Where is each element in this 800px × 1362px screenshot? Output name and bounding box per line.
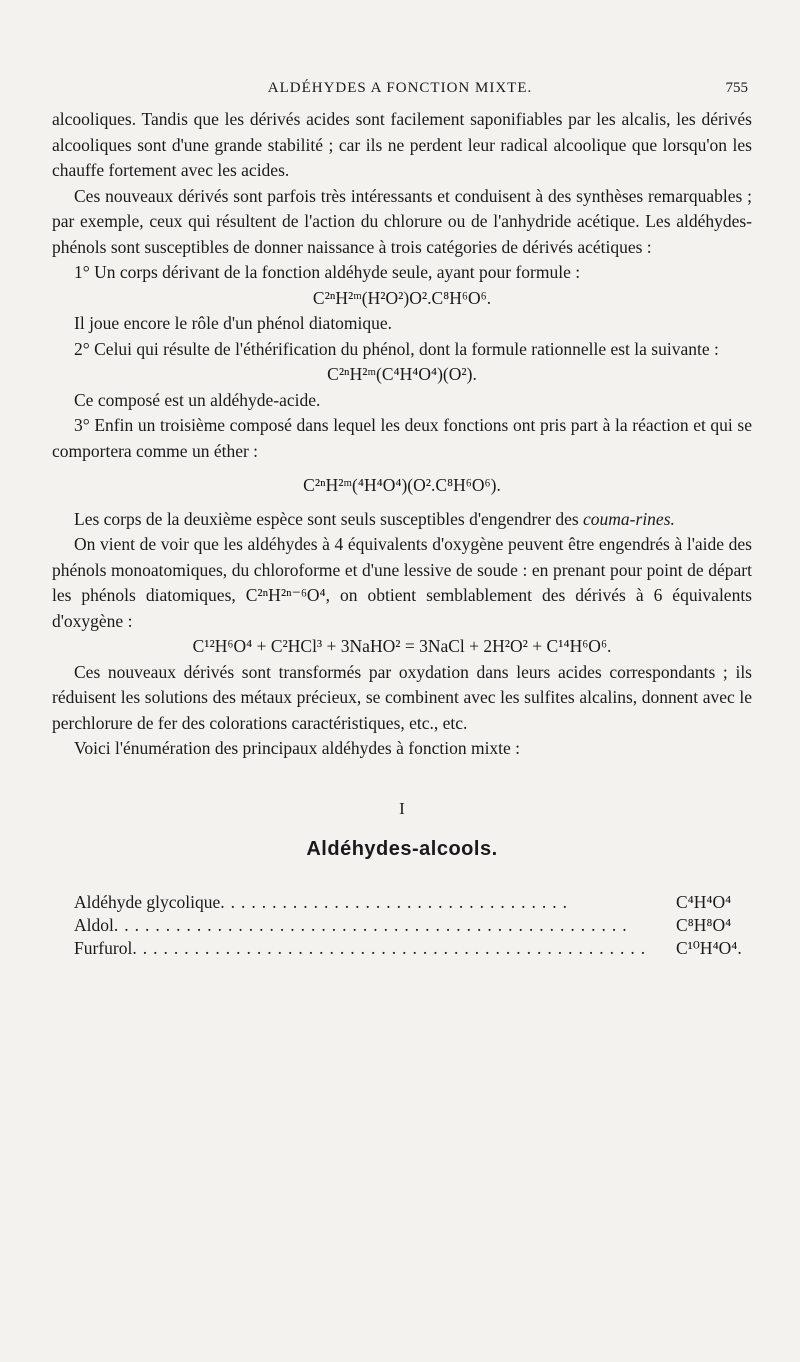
paragraph: 1° Un corps dérivant de la fonction aldéhyde seule, ayant pour formule : [74,262,581,282]
formula-3: C²ⁿH²ᵐ(⁴H⁴O⁴)(O².C⁸H⁶O⁶). [303,475,501,495]
paragraph: Ce composé est un aldéhyde-acide. [74,389,321,410]
compound-name: Aldol [74,914,114,935]
formula-1: C²ⁿH²ᵐ(H²O²)O².C⁸H⁶O⁶. [312,287,492,308]
compound-formula: C⁴H⁴O⁴ [676,891,732,912]
section-title: Aldéhydes-alcools. [306,838,498,860]
paragraph: 3° Enfin un troisième composé dans lequel les deux fonctions ont pris part à la réaction et qui se comportera comme un éther : [52,415,752,461]
reaction-formula: C¹²H⁶O⁴ + C²HCl³ + 3NaHO² = 3NaCl + 2H²O² + C¹⁴H⁶O⁶. [192,636,612,656]
compound-name: Furfurol [74,937,133,958]
inline-formula: C²ⁿH²ⁿ⁻⁶O⁴ [245,585,326,605]
paragraph: Il joue encore le rôle d'un phénol diatomique. [74,313,393,333]
leader-dots: .................................................. [113,914,633,935]
emphasis-term: couma-rines. [583,508,675,529]
running-title: ALDÉHYDES A FONCTION MIXTE. [267,80,533,96]
paragraph: Ces nouveaux dérivés sont transformés par oxydation dans leurs acides correspondants ; ils réduisent les solutions des métaux précieux, se combinent avec les sulfites alcalins, donnent avec le perchlorure de fer des colorations caractéristiques, etc., etc. [52,661,752,733]
compound-formula: C¹⁰H⁴O⁴. [676,937,742,958]
list-item [52,891,752,914]
paragraph: Voici l'énumération des principaux aldéhydes à fonction mixte : [74,738,521,758]
list-item [52,914,752,937]
page-number: 755 [725,80,748,96]
paragraph-text: Les corps de la deuxième espèce sont seuls susceptibles d'engendrer des [74,508,579,529]
section-number: I [399,798,405,818]
leader-dots: .................................. [220,891,574,912]
paragraph [52,507,752,533]
paragraph: 2° Celui qui résulte de l'éthérification du phénol, dont la formule rationnelle est la suivante : [74,338,719,359]
paragraph [52,532,752,634]
paragraph-text: On vient de voir que les aldéhydes à 4 équivalents d'oxygène peuvent être engendrés à l'aide des phénols monoatomiques, du chloroforme et d'une lessive de soude : en prenant pour point de départ les phénols diatomiques, [52,534,752,605]
compound-name: Aldéhyde glycolique [74,891,221,912]
leader-dots: .................................................. [132,937,652,958]
paragraph-text: , on obtient semblablement des dérivés à 6 équivalents d'oxygène : [52,585,752,631]
paragraph: Ces nouveaux dérivés sont parfois très intéressants et conduisent à des synthèses remarquables ; par exemple, ceux qui résultent de l'action du chlorure ou de l'anhydride acétique. Les aldéhydes-phénols sont susceptibles de donner naissance à trois catégories de dérivés acétiques : [52,185,752,257]
formula-2: C²ⁿH²ᵐ(C⁴H⁴O⁴)(O²). [327,364,477,384]
list-item [52,937,752,960]
compound-formula: C⁸H⁸O⁴ [676,914,732,935]
paragraph: alcooliques. Tandis que les dérivés acides sont facilement saponifiables par les alcalis, les dérivés alcooliques sont d'une grande stabilité ; car ils ne perdent leur radical alcoolique que lorsqu'on les chauffe fortement avec les acides. [52,109,752,180]
body-text [52,107,752,960]
